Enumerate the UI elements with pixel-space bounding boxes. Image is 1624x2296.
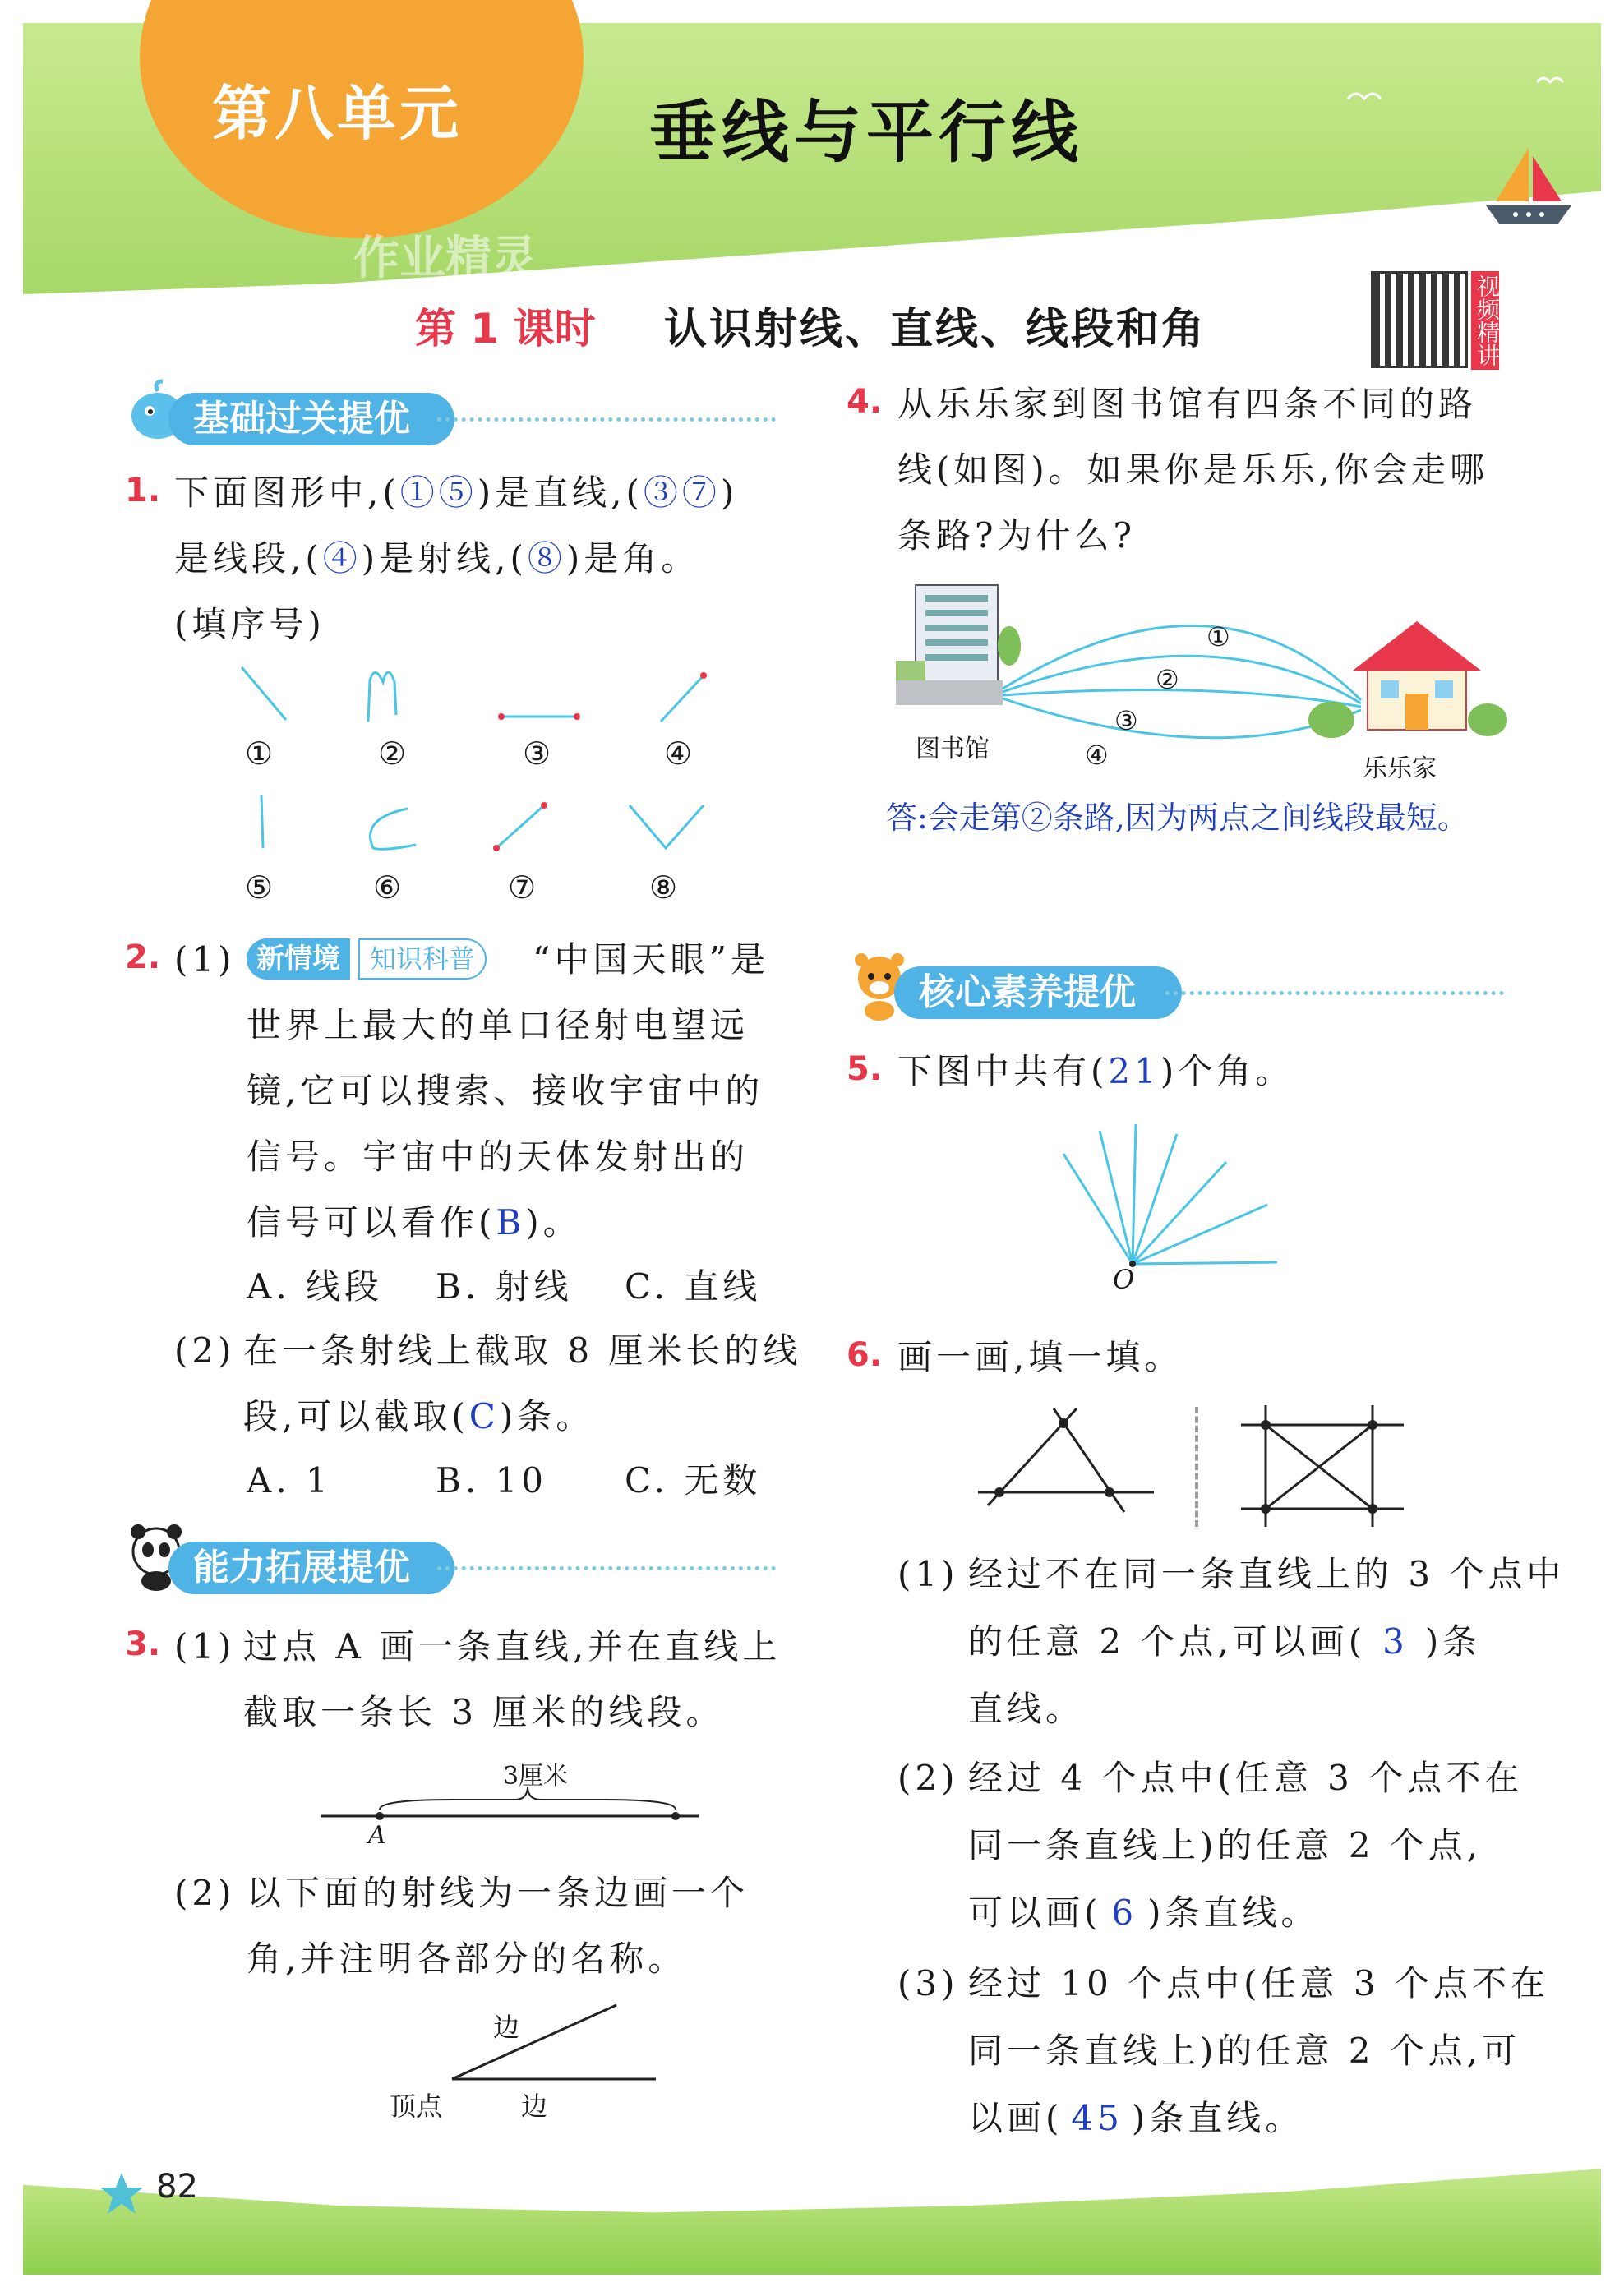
star-icon [97,2169,146,2219]
tag-science: 知识科普 [358,938,487,980]
q2-answer1: B [496,1202,526,1243]
figure-2 [368,672,396,722]
q4-number: 4. [847,383,883,421]
q3-part2-marker: (2) [174,1873,236,1913]
q2-option-c: C. 直线 [625,1266,762,1307]
q1-label-3: ③ [523,735,551,772]
q5-origin-label: O [1113,1264,1135,1295]
q3-angle-figure [444,1997,666,2087]
section-basic: 基础过关提优 [168,393,454,445]
q6-intro: 画一画,填一填。 [897,1337,1183,1377]
q1-label-7: ⑦ [508,869,537,906]
q2-part2-marker: (2) [174,1330,236,1371]
figure-5 [261,795,263,848]
q6-part3-line3: 以画( 45 )条直线。 [968,2098,1304,2138]
q6-part1-line3: 直线。 [968,1689,1085,1729]
q3-point-a: A [368,1821,386,1850]
section-divider [437,1566,776,1570]
section-core: 核心素养提优 [894,966,1182,1019]
answer-ray: ④ [322,538,362,579]
q4-line3: 条路?为什么? [897,515,1137,556]
q1-label-1: ① [245,735,274,772]
q3-part1-marker: (1) [174,1626,236,1667]
figure-7 [496,805,544,848]
figure-6 [371,809,416,849]
q1-line3: (填序号) [174,604,325,644]
q6-part2-marker: (2) [897,1758,959,1798]
q2-line2: 世界上最大的单口径射电望远 [247,1005,750,1045]
q3-part2-line2: 角,并注明各部分的名称。 [247,1939,687,1979]
page-number: 82 [156,2168,198,2206]
lesson-title: 认识射线、直线、线段和角 [664,305,1207,354]
q1-number: 1. [125,472,161,509]
q3-side1-label: 边 [493,2012,520,2043]
watermark: 作业精灵 [353,232,537,285]
library-label: 图书馆 [916,735,990,763]
q2-option-b: B. 射线 [436,1266,573,1307]
q5-line: 下图中共有(21)个角。 [897,1051,1294,1091]
footer-band [23,2160,1601,2275]
q5-number: 5. [847,1050,883,1088]
q2-part2-option-c: C. 无数 [625,1460,762,1501]
q1-label-8: ⑧ [649,869,678,906]
figure-8 [630,805,704,848]
q3-side2-label: 边 [521,2091,548,2122]
q6-part3-line2: 同一条直线上)的任意 2 个点,可 [968,2031,1521,2071]
q3-number: 3. [125,1625,161,1663]
q6-part2-line1: 经过 4 个点中(任意 3 个点不在 [968,1758,1524,1798]
q6-part1-line2: 的任意 2 个点,可以画( 3 )条 [968,1621,1482,1662]
q1-figures [222,657,731,896]
q6-part3-marker: (3) [897,1963,959,2003]
q1-label-6: ⑥ [373,869,402,906]
section-divider [437,417,776,422]
q2-part2-line1: 在一条射线上截取 8 厘米长的线 [243,1330,802,1371]
q3-part2-line1: 以下面的射线为一条边画一个 [247,1873,750,1913]
home-label: 乐乐家 [1363,754,1437,783]
q4-answer: 答:会走第②条路,因为两点之间线段最短。 [886,800,1469,836]
q2-number: 2. [125,938,161,976]
q1-label-5: ⑤ [245,869,274,906]
route-4-label: ④ [1085,740,1109,771]
section-ability: 能力拓展提优 [168,1542,454,1594]
q4-line1: 从乐乐家到图书馆有四条不同的路 [897,384,1478,424]
q2-line4: 信号。宇宙中的天体发射出的 [247,1136,750,1177]
answer-line: ①⑤ [399,473,478,513]
q5-angle-fan [1060,1118,1290,1274]
answer-angle: ⑧ [527,538,566,579]
birds-icon [1348,66,1594,123]
q6-answer3: 45 [1071,2098,1123,2138]
qr-tag: 视频精讲 [1471,271,1499,370]
figure-1 [242,667,286,720]
route-1-label: ① [1206,621,1230,652]
answer-segment: ③⑦ [643,473,721,513]
q6-triangle-figure [978,1405,1159,1528]
q1-label-2: ② [378,735,407,772]
q3-vertex-label: 顶点 [390,2091,443,2122]
q6-answer1: 3 [1382,1621,1409,1662]
lesson-number: 第 1 课时 [415,305,596,353]
library-icon [896,585,1021,705]
tag-new-context: 新情境 [247,938,350,980]
route-2-label: ② [1156,664,1179,695]
q2-part2-option-a: A. 1 [247,1460,332,1501]
q2-answer2: C [468,1396,500,1436]
q6-part1-marker: (1) [897,1554,959,1594]
q5-answer: 21 [1108,1051,1160,1091]
route-3-label: ③ [1114,705,1138,736]
q4-line2: 线(如图)。如果你是乐乐,你会走哪 [897,450,1489,490]
q2-option-a: A. 线段 [247,1266,384,1307]
chapter-title: 垂线与平行线 [649,94,1084,172]
q2-line1: “中国天眼”是 [533,939,769,980]
q2-part2-option-b: B. 10 [436,1460,548,1501]
q1-line2: 是线段,(④)是射线,(⑧)是角。 [174,538,700,579]
q3-part1-line2: 截取一条长 3 厘米的线段。 [243,1692,725,1732]
q6-part2-line3: 可以画( 6 )条直线。 [968,1893,1320,1933]
q3-length-label: 3厘米 [503,1762,569,1791]
q1-label-4: ④ [664,735,693,772]
q6-part3-line1: 经过 10 个点中(任意 3 个点不在 [968,1963,1549,2003]
q6-answer2: 6 [1111,1893,1138,1933]
q1-line1: 下面图形中,(①⑤)是直线,(③⑦) [174,473,739,513]
q2-line5: 信号可以看作(B)。 [247,1202,582,1243]
figure-4 [661,675,704,722]
q2-line3: 镜,它可以搜索、接收宇宙中的 [247,1071,764,1111]
sailboat-icon [1479,140,1578,230]
section-divider [1165,991,1504,995]
q2-part2-line2: 段,可以截取(C)条。 [243,1396,595,1436]
q6-square-figure [1241,1405,1405,1528]
q6-number: 6. [847,1336,883,1374]
q2-part1-marker: (1) [174,939,236,980]
qr-code[interactable] [1371,271,1468,368]
q6-part1-line1: 经过不在同一条直线上的 3 个点中 [968,1554,1566,1594]
q3-part1-line1: 过点 A 画一条直线,并在直线上 [243,1626,782,1667]
unit-label: 第八单元 [212,79,463,148]
figure-separator [1195,1407,1198,1527]
q6-part2-line2: 同一条直线上)的任意 2 个点, [968,1825,1483,1865]
